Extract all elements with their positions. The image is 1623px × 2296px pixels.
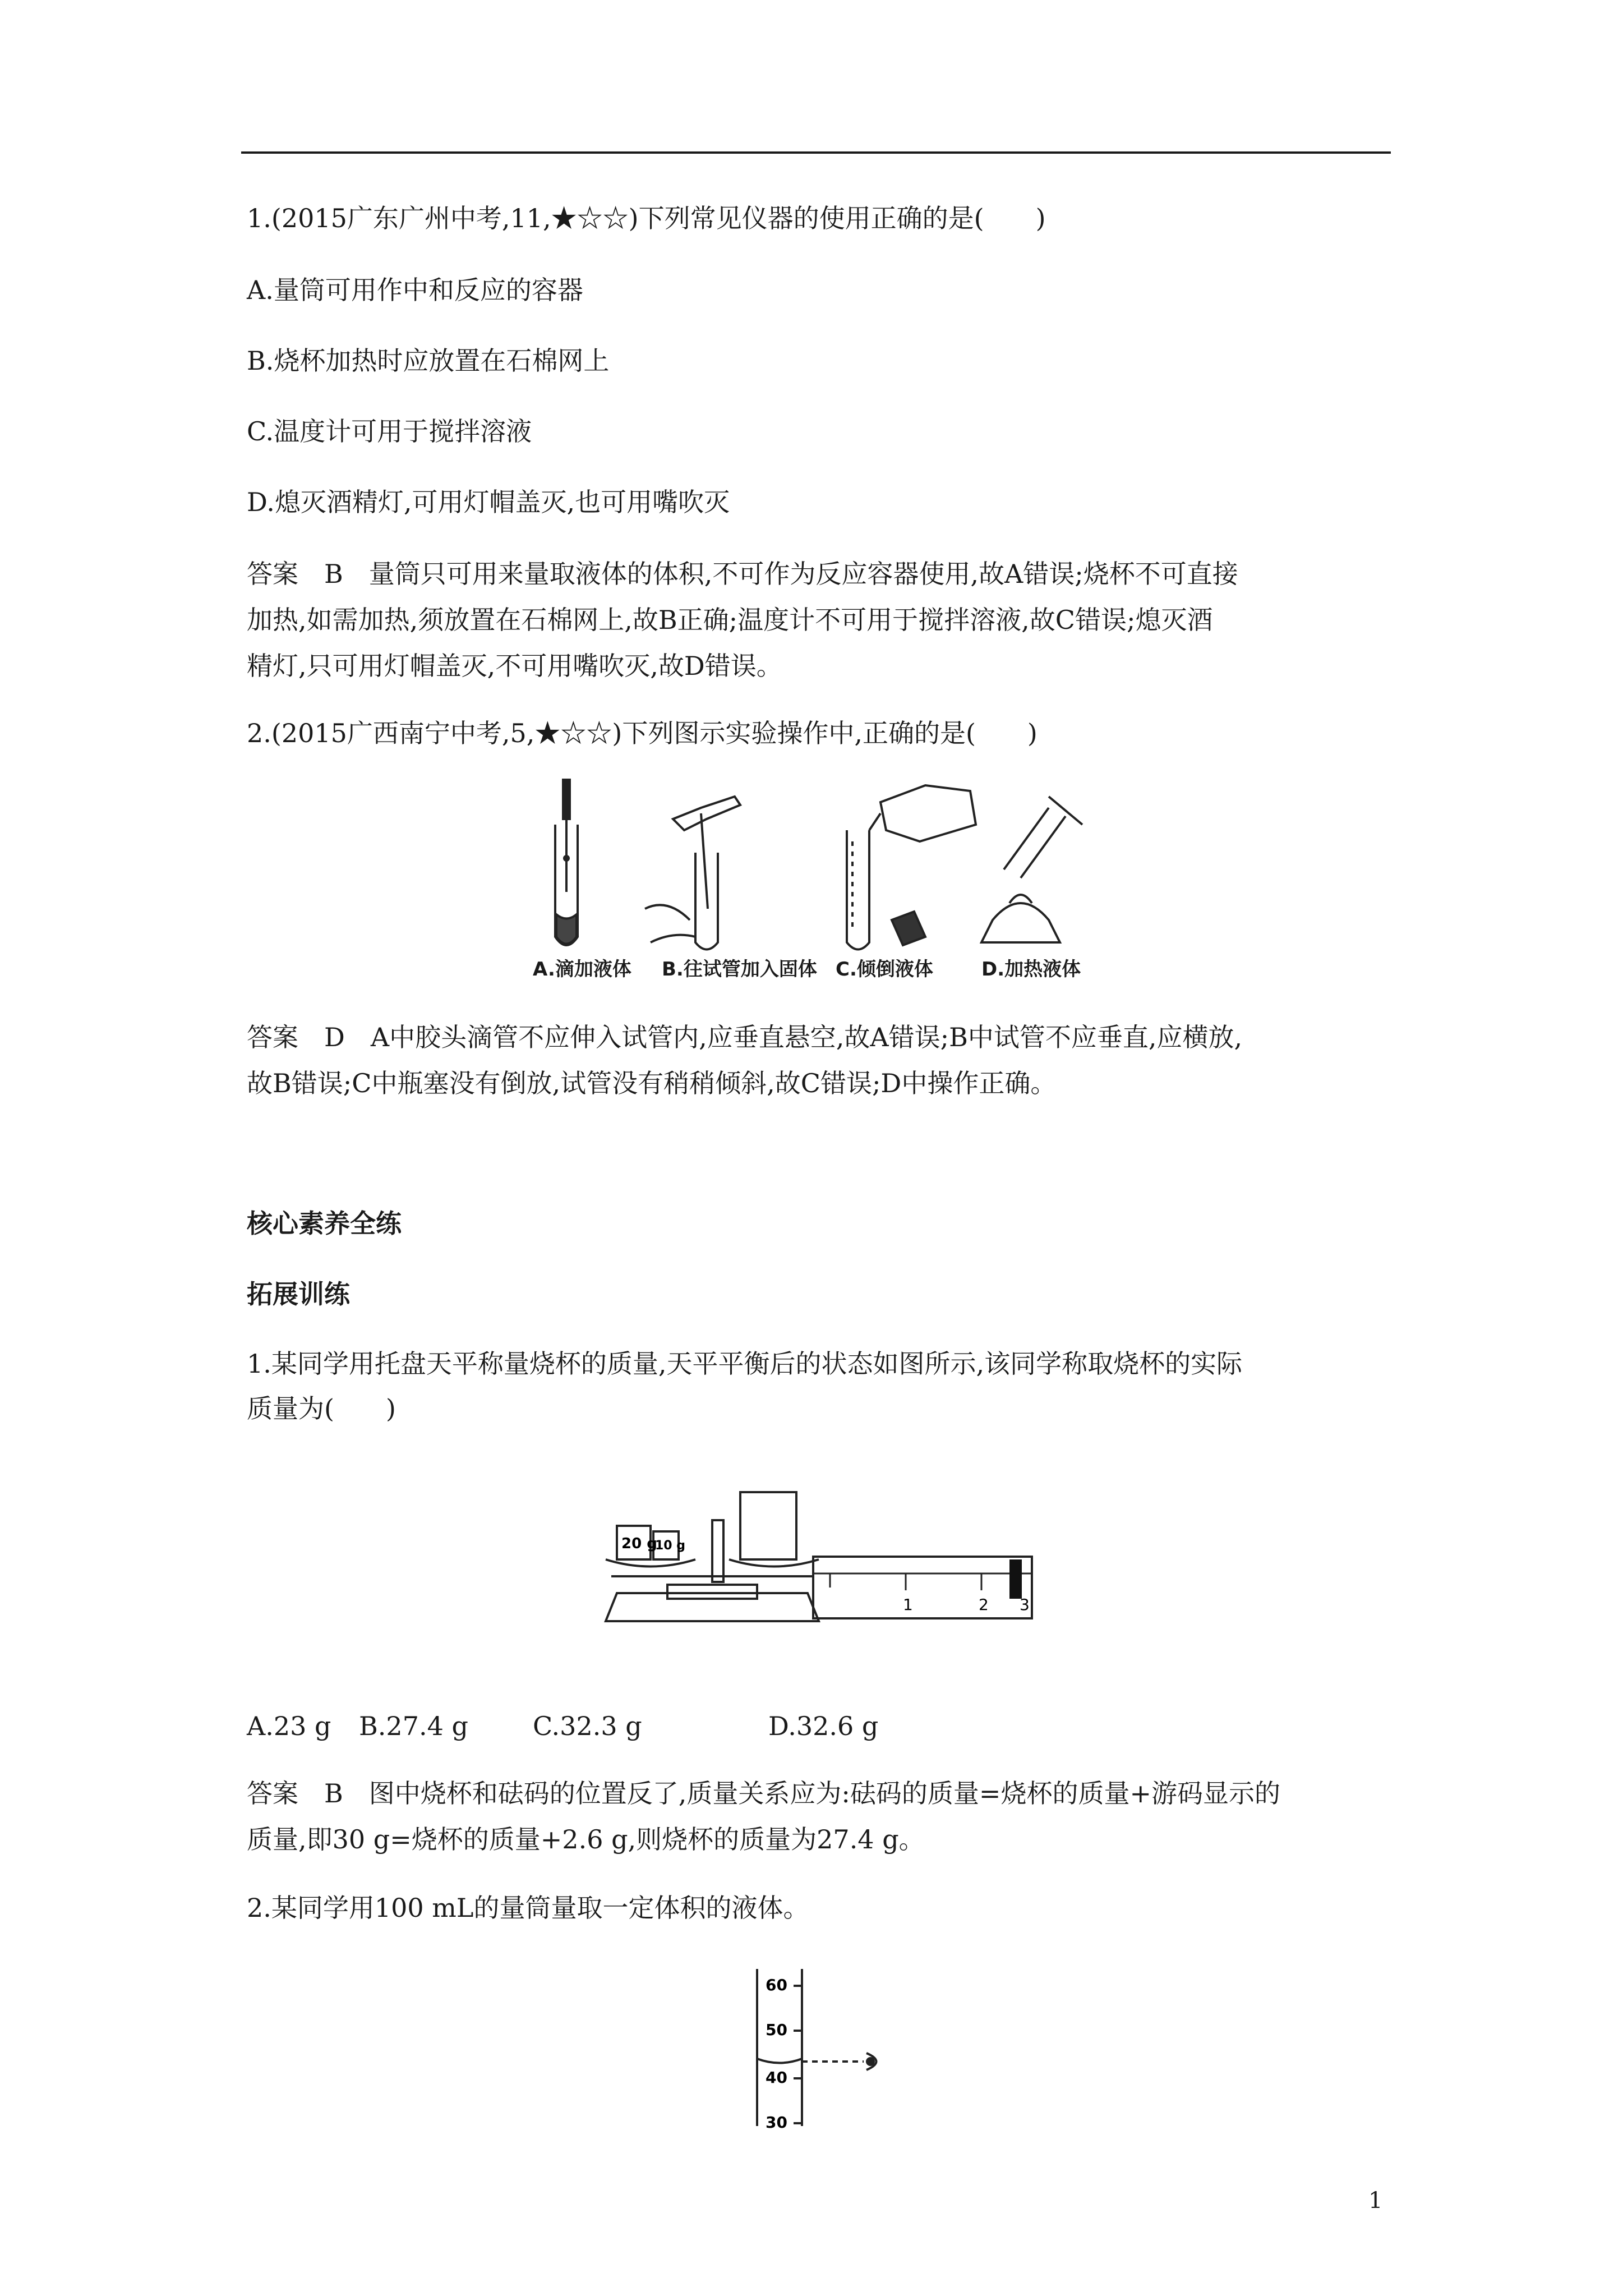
q1-answer-line-1: 答案 B 量筒只可用来量取液体的体积,不可作为反应容器使用,故A错误;烧杯不可直接	[247, 559, 1238, 589]
t1-stem-line-2: 质量为( )	[247, 1393, 396, 1424]
q1-option-d: D.熄灭酒精灯,可用灯帽盖灭,也可用嘴吹灭	[247, 487, 730, 517]
t1-options	[247, 1711, 976, 1745]
cylinder-label-50: 50	[766, 2021, 787, 2039]
caption-b: B.往试管加入固体	[662, 958, 817, 981]
q1-stem: 1.(2015广东广州中考,11,★☆☆)下列常见仪器的使用正确的是( )	[247, 203, 1046, 233]
t1-answer-line-2: 质量,即30 g=烧杯的质量+2.6 g,则烧杯的质量为27.4 g。	[247, 1824, 925, 1855]
caption-a: A.滴加液体	[533, 958, 631, 981]
q1-option-c: C.温度计可用于搅拌溶液	[247, 416, 532, 447]
header-rule	[241, 151, 1391, 154]
caption-d: D.加热液体	[981, 958, 1081, 981]
scale-label-1: 1	[903, 1595, 913, 1614]
t1-option-b: B.27.4 g	[359, 1711, 468, 1741]
lab-operations-figure	[533, 774, 1122, 999]
q2-answer-line-2: 故B错误;C中瓶塞没有倒放,试管没有稍稍倾斜,故C错误;D中操作正确。	[247, 1068, 1057, 1098]
cylinder-label-40: 40	[766, 2068, 787, 2087]
q1-option-a: A.量筒可用作中和反应的容器	[247, 275, 583, 305]
q2-answer-line-1: 答案 D A中胶头滴管不应伸入试管内,应垂直悬空,故A错误;B中试管不应垂直,应横放,	[247, 1022, 1243, 1052]
cylinder-label-30: 30	[766, 2113, 787, 2132]
t1-option-a: A.23 g	[247, 1711, 331, 1741]
t1-answer-line-1: 答案 B 图中烧杯和砝码的位置反了,质量关系应为:砝码的质量=烧杯的质量+游码显示的	[247, 1778, 1281, 1809]
weight-20g-label: 20 g	[621, 1535, 657, 1552]
t1-stem-line-1: 1.某同学用托盘天平称量烧杯的质量,天平平衡后的状态如图所示,该同学称取烧杯的实际	[247, 1349, 1243, 1379]
caption-c: C.倾倒液体	[836, 958, 933, 981]
q1-option-b: B.烧杯加热时应放置在石棉网上	[247, 346, 610, 376]
section-title: 核心素养全练	[247, 1208, 402, 1239]
subsection-title: 拓展训练	[247, 1279, 350, 1309]
q1-answer-line-3: 精灯,只可用灯帽盖灭,不可用嘴吹灭,故D错误。	[247, 651, 782, 681]
graduated-cylinder-figure	[740, 1963, 909, 2132]
balance-drawing	[600, 1481, 1038, 1638]
t1-option-d: D.32.6 g	[768, 1711, 879, 1741]
graduated-cylinder-drawing	[740, 1963, 909, 2132]
q2-stem: 2.(2015广西南宁中考,5,★☆☆)下列图示实验操作中,正确的是( )	[247, 718, 1038, 748]
weight-10g-label: 10 g	[655, 1539, 686, 1553]
cylinder-label-60: 60	[766, 1976, 787, 1994]
t1-option-c: C.32.3 g	[533, 1711, 642, 1741]
page-number: 1	[1368, 2188, 1383, 2214]
scale-label-3: 3	[1020, 1595, 1030, 1614]
balance-figure	[600, 1481, 1038, 1638]
scale-label-2: 2	[979, 1595, 989, 1614]
q1-answer-line-2: 加热,如需加热,须放置在石棉网上,故B正确;温度计不可用于搅拌溶液,故C错误;熄灭酒	[247, 605, 1213, 635]
lab-operations-drawing	[533, 774, 1122, 954]
t2-stem: 2.某同学用100 mL的量筒量取一定体积的液体。	[247, 1893, 809, 1923]
